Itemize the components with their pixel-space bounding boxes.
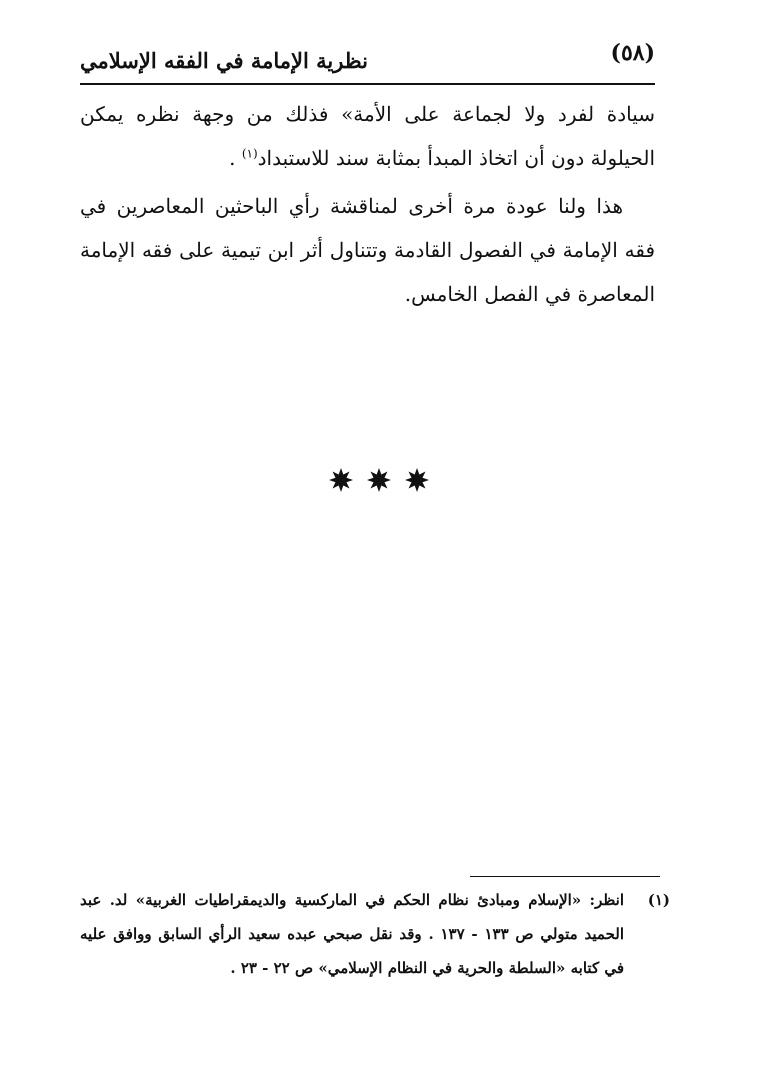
footnote-text: انظر: «الإسلام ومبادئ نظام الحكم في الماركسية والديمقراطيات الغربية» لد. عبد الحميد متولي ص ١٣٣ - ١٣٧ . وقد نقل صبحي عبده سعيد الرأي السابق ووافق عليه في كتابه «السلطة والحرية في النظام الإسلامي» ص ٢٢ - ٢٣ . — [80, 891, 624, 977]
paragraph-2: هذا ولنا عودة مرة أخرى لمناقشة رأي الباحثين المعاصرين في فقه الإمامة في الفصول القادمة وتتناول أثر ابن تيمية على فقه الإمامة المعاصرة في الفصل الخامس. — [80, 194, 655, 306]
footnote — [80, 883, 670, 985]
footnote-marker: (١) — [647, 891, 670, 909]
running-header — [80, 40, 655, 80]
paragraph-1 — [80, 92, 655, 180]
star-icon — [405, 468, 429, 492]
section-ornament — [329, 465, 429, 495]
body-text — [80, 92, 655, 316]
paragraph-1-end: . — [229, 146, 242, 170]
paragraph-1-text: سيادة لفرد ولا لجماعة على الأمة» فذلك من وجهة نظره يمكن الحيلولة دون أن اتخاذ المبدأ بمثابة سند للاستبداد — [80, 102, 655, 170]
header-rule — [80, 83, 655, 85]
header-title: نظرية الإمامة في الفقه الإسلامي — [80, 48, 368, 73]
footnote-reference: (١) — [241, 146, 258, 161]
footnote-rule — [470, 876, 660, 877]
page-number: (٥٨) — [610, 40, 655, 66]
star-icon — [329, 468, 353, 492]
star-icon — [367, 468, 391, 492]
